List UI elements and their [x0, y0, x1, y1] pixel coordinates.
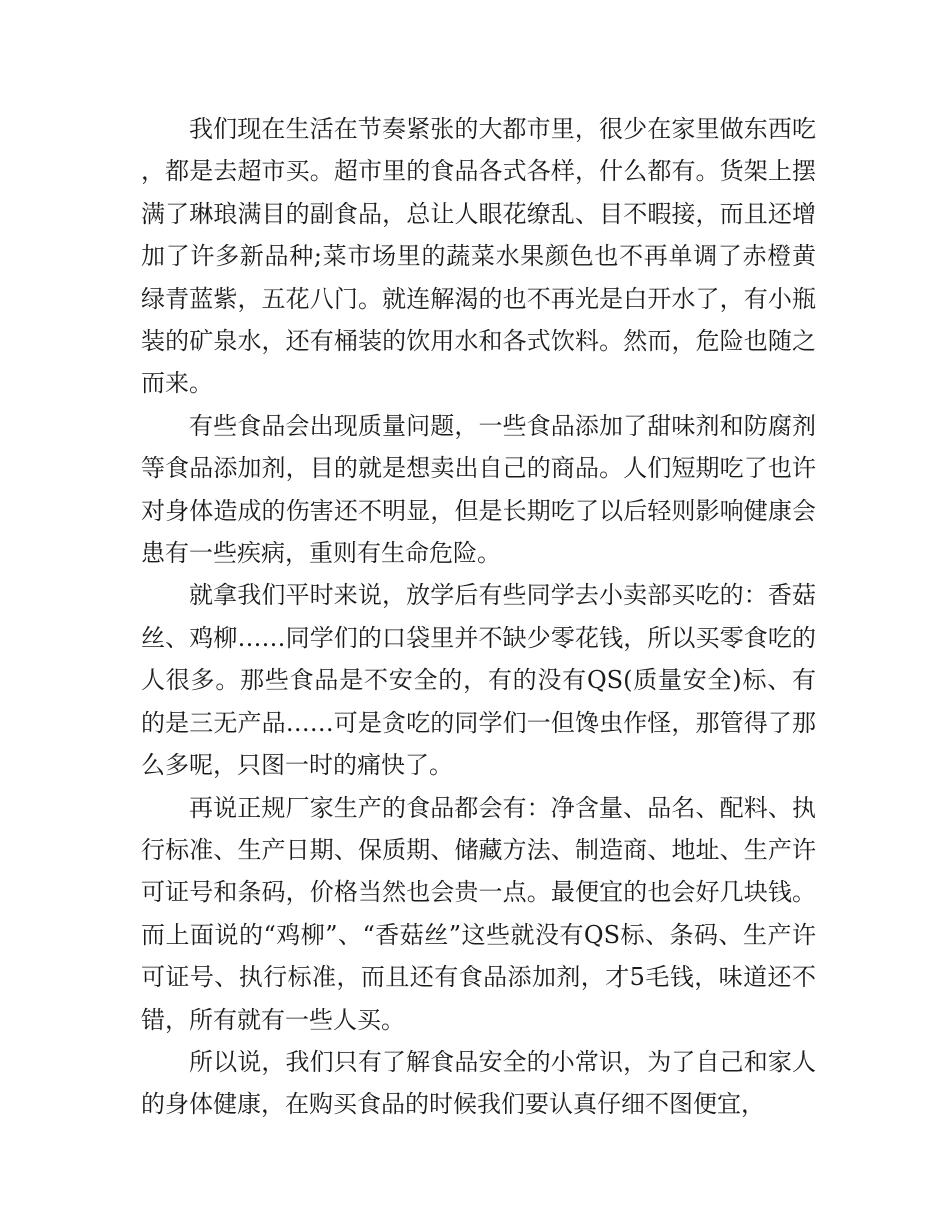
paragraph-4: 再说正规厂家生产的食品都会有：净含量、品名、配料、执行标准、生产日期、保质期、储藏方法、制造商、地址、生产许可证号和条码，价格当然也会贵一点。最便宜的也会好几块钱。而上面说的“鸡柳”、“香菇丝”这些就没有QS标、条码、生产许可证号、执行标准，而且还有食品添加剂，才5毛钱，味道还不错，所有就有一些人买。: [141, 793, 816, 1034]
paragraph-5: 所以说，我们只有了解食品安全的小常识，为了自己和家人的身体健康，在购买食品的时候我们要认真仔细不图便宜，: [141, 1047, 816, 1119]
paragraph-2: 有些食品会出现质量问题，一些食品添加了甜味剂和防腐剂等食品添加剂，目的就是想卖出自己的商品。人们短期吃了也许对身体造成的伤害还不明显，但是长期吃了以后轻则影响健康会患有一些疾病，重则有生命危险。: [141, 411, 816, 568]
paragraph-1: 我们现在生活在节奏紧张的大都市里，很少在家里做东西吃，都是去超市买。超市里的食品各式各样，什么都有。货架上摆满了琳琅满目的副食品，总让人眼花缭乱、目不暇接，而且还增加了许多新品种;菜市场里的蔬菜水果颜色也不再单调了赤橙黄绿青蓝紫，五花八门。就连解渴的也不再光是白开水了，有小瓶装的矿泉水，还有桶装的饮用水和各式饮料。然而，危险也随之而来。: [141, 115, 816, 398]
paragraph-3: 就拿我们平时来说，放学后有些同学去小卖部买吃的：香菇丝、鸡柳……同学们的口袋里并不缺少零花钱，所以买零食吃的人很多。那些食品是不安全的，有的没有QS(质量安全)标、有的是三无产品……可是贪吃的同学们一但馋虫作怪，那管得了那么多呢，只图一时的痛快了。: [141, 581, 816, 780]
body-text: [141, 108, 816, 1126]
